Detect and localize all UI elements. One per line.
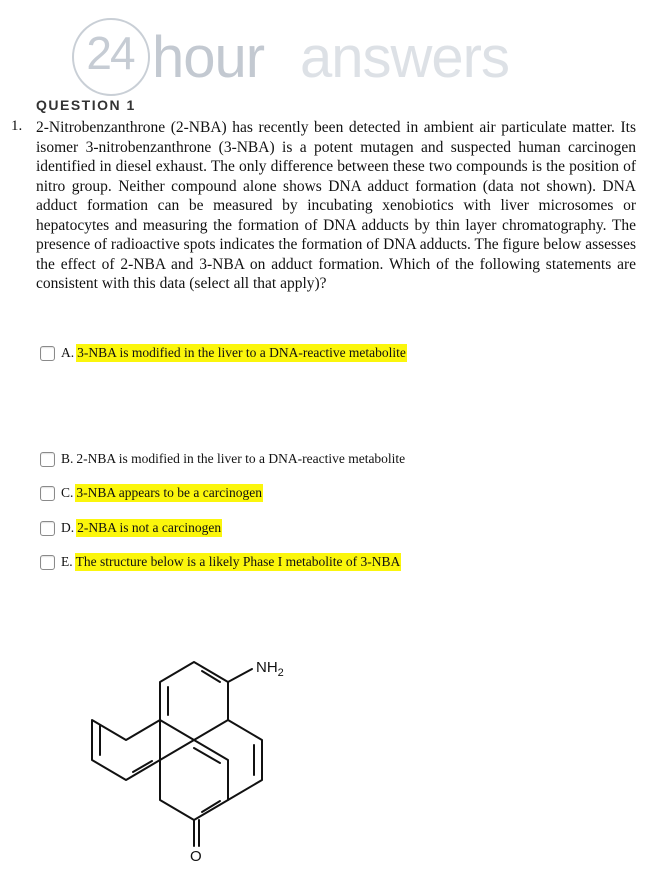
option-a-text: 3-NBA is modified in the liver to a DNA-reactive metabolite	[77, 345, 406, 360]
right-ring	[228, 720, 262, 800]
amine-label: $NH_2$	[256, 659, 284, 679]
option-a[interactable]	[40, 343, 407, 363]
option-d-checkbox[interactable]	[40, 521, 55, 536]
option-d-text: 2-NBA is not a carcinogen	[77, 520, 222, 535]
option-e[interactable]	[40, 552, 401, 572]
option-b[interactable]	[40, 449, 406, 469]
option-c[interactable]	[40, 483, 263, 503]
question-number: 1.	[11, 118, 23, 134]
option-d-letter: D.	[61, 520, 75, 535]
logo-word-answers: answers	[300, 25, 509, 90]
option-b-checkbox[interactable]	[40, 452, 55, 467]
option-c-text: 3-NBA appears to be a carcinogen	[76, 485, 262, 500]
option-e-checkbox[interactable]	[40, 555, 55, 570]
top-ring	[160, 662, 228, 740]
option-c-letter: C.	[61, 485, 74, 500]
left-ring	[92, 720, 160, 780]
carbonyl-oxygen-label: O	[190, 848, 202, 862]
site-logo	[70, 12, 570, 92]
option-e-text: The structure below is a likely Phase I metabolite of 3-NBA	[75, 554, 401, 569]
option-c-checkbox[interactable]	[40, 486, 55, 501]
option-e-letter: E.	[61, 554, 73, 569]
chemical-structure	[60, 632, 320, 862]
logo-word-hour: hour	[152, 25, 265, 90]
option-a-checkbox[interactable]	[40, 346, 55, 361]
logo-number: 24	[86, 27, 134, 79]
option-b-letter: B.	[61, 451, 74, 466]
question-text: 2-Nitrobenzanthrone (2-NBA) has recently been detected in ambient air particulate matter. Its isomer 3-nitrobenzanthrone (3-NBA) is a potent mutagen and suspected human carcinogen identified in diesel exhaust. The only difference between these two compounds is the position of nitro group. Neither compound alone shows DNA adduct formation (data not shown). DNA adduct formation can be measured by incubating xenobiotics with liver microsomes or hepatocytes and measuring the formation of DNA adducts by thin layer chromatography. The presence of radioactive spots indicates the formation of DNA adducts. The figure below assesses the effect of 2-NBA and 3-NBA on adduct formation. Which of the following statements are consistent with this data (select all that apply)?	[36, 119, 636, 292]
center-ring	[160, 740, 228, 820]
option-a-letter: A.	[61, 345, 75, 360]
option-d[interactable]	[40, 518, 222, 538]
question-label: QUESTION 1	[36, 97, 136, 113]
option-b-text: 2-NBA is modified in the liver to a DNA-reactive metabolite	[76, 451, 406, 466]
